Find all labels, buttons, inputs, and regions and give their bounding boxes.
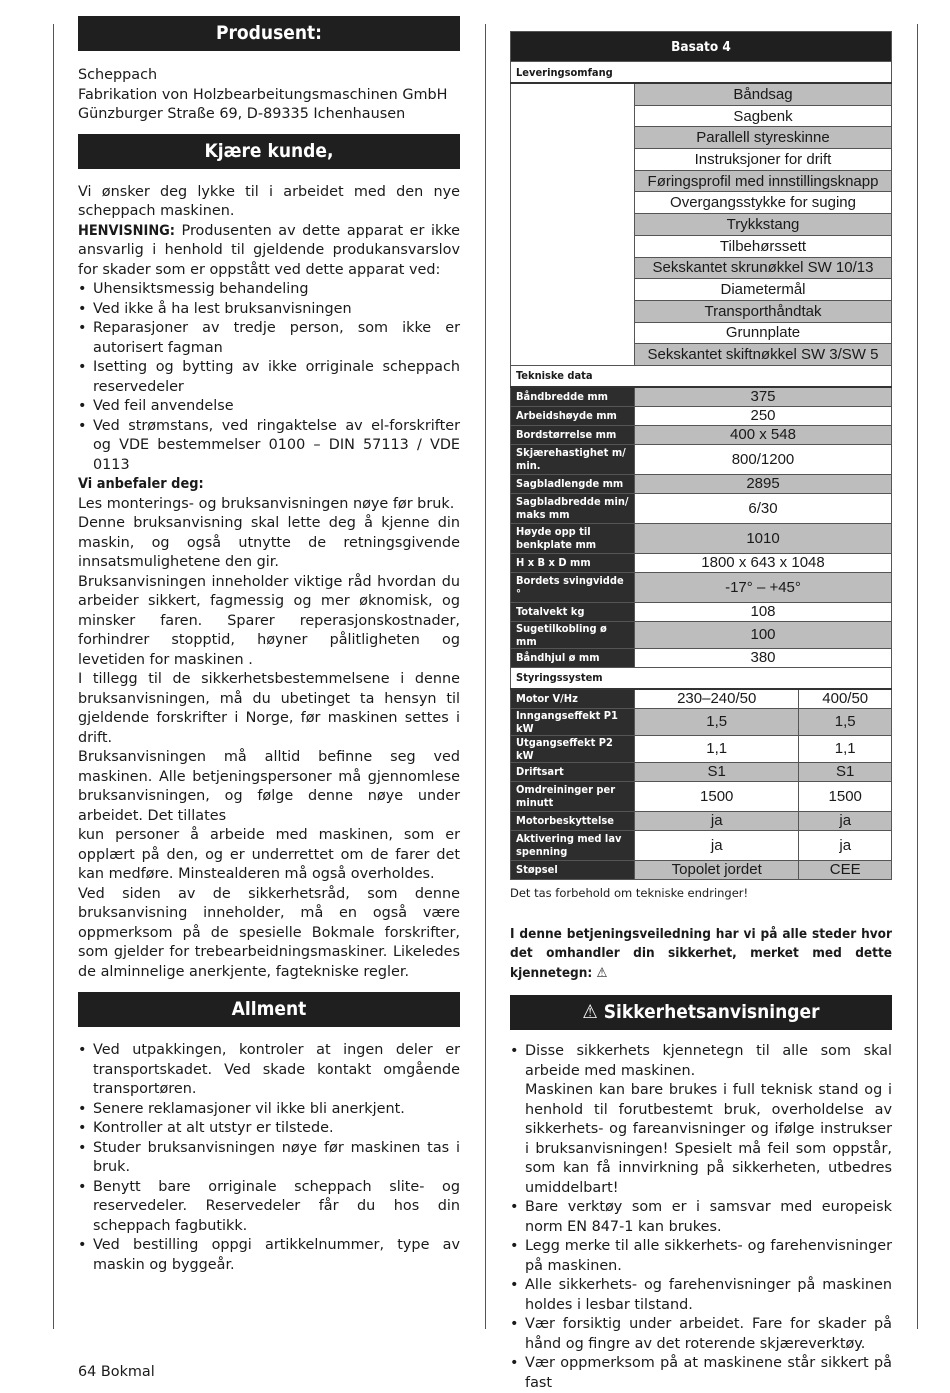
- notice-item: • Uhensiktsmessig behandeling: [78, 280, 460, 300]
- tech-value: 6/30: [635, 493, 892, 523]
- scope-row: [511, 322, 892, 344]
- general-heading: Allment: [78, 992, 460, 1027]
- scope-section-label: Leveringsomfang: [511, 62, 892, 84]
- tech-row: [511, 406, 892, 425]
- control-value-2: 400/50: [799, 689, 892, 709]
- notice-item: • Isetting og bytting av ikke orriginale scheppach reservedeler: [78, 358, 460, 397]
- safety-intro: I denne betjeningsveiledning har vi på alle steder hvor det omhandler din sikkerhet, merket med dette kjennetegn: ⚠: [510, 925, 892, 981]
- change-note: Det tas forbehold om tekniske endringer!: [510, 885, 749, 900]
- scope-row: [511, 279, 892, 301]
- control-label: Driftsart: [511, 762, 635, 781]
- control-label: Utgangseffekt P2 kW: [511, 735, 635, 762]
- tech-row: [511, 474, 892, 493]
- tech-value: 800/1200: [635, 444, 892, 474]
- safety-item: • Vær forsiktig under arbeidet. Fare for skader på hånd og fingre av det roterende skjæreverktøy.: [510, 1315, 892, 1354]
- notice-paragraph: [78, 222, 460, 281]
- scope-item: Sekskantet skrunøkkel SW 10/13: [635, 257, 892, 279]
- scope-blank-cell: [511, 214, 635, 236]
- tech-label: Sugetilkobling ø mm: [511, 621, 635, 648]
- control-label: Aktivering med lav spenning: [511, 830, 635, 860]
- recommend-paragraph: Denne bruksanvisning skal lette deg å kjenne din maskin, og også utnytte de retningsgivende innsatsmulighetene den gir.: [78, 515, 460, 570]
- scope-item: Trykkstang: [635, 214, 892, 236]
- control-value-2: S1: [799, 762, 892, 781]
- tech-value: 1010: [635, 523, 892, 553]
- tech-label: Båndbredde mm: [511, 387, 635, 407]
- control-row: [511, 762, 892, 781]
- tech-row: [511, 387, 892, 407]
- right-column: [510, 31, 892, 1393]
- control-value-2: 1,5: [799, 708, 892, 735]
- safety-heading: ⚠ Sikkerhetsanvisninger: [510, 995, 892, 1030]
- customer-heading: Kjære kunde,: [78, 134, 460, 169]
- scope-item: Diametermål: [635, 279, 892, 301]
- tech-section-label: Tekniske data: [511, 365, 892, 387]
- control-label: Inngangseffekt P1 kW: [511, 708, 635, 735]
- right-margin-rule: [917, 24, 918, 1329]
- control-row: [511, 735, 892, 762]
- notice-item: • Reparasjoner av tredje person, som ikke er autorisert fagman: [78, 319, 460, 358]
- safety-item: • Legg merke til alle sikkerhets- og farehenvisninger på maskinen.: [510, 1237, 892, 1276]
- tech-row: [511, 648, 892, 667]
- general-item: • Kontroller at alt utstyr er tilstede.: [78, 1119, 460, 1139]
- control-section-label: Styringssystem: [511, 667, 892, 689]
- scope-item: Overgangsstykke for suging: [635, 192, 892, 214]
- control-row: [511, 860, 892, 879]
- notice-item: • Ved feil anvendelse: [78, 397, 460, 417]
- safety-item: • Disse sikkerhets kjennetegn til alle som skal arbeide med maskinen. Maskinen kan bare brukes i full teknisk stand og i henhold til forutbestemt bruk, overholdelse av sikkerhets- og fareanvisninger og ifølge instrukser i bruksanvisningen! Spesielt må feil som oppstår, som kan få innvirkning på sikkerheten, utbedres umiddelbart!: [510, 1042, 892, 1198]
- scope-row: [511, 235, 892, 257]
- control-value-2: 1,1: [799, 735, 892, 762]
- control-value-2: ja: [799, 811, 892, 830]
- tech-label: Båndhjul ø mm: [511, 648, 635, 667]
- producer-line: Fabrikation von Holzbearbeitungsmaschinen GmbH: [78, 86, 448, 103]
- notice-label: HENVISNING:: [78, 222, 175, 239]
- scope-row: [511, 83, 892, 105]
- table-title: Basato 4: [511, 32, 892, 62]
- control-value-2: ja: [799, 830, 892, 860]
- scope-item: Sekskantet skiftnøkkel SW 3/SW 5: [635, 344, 892, 366]
- scope-blank-cell: [511, 127, 635, 149]
- tech-label: Skjærehastighet m/ min.: [511, 444, 635, 474]
- scope-item: Føringsprofil med innstillingsknapp: [635, 170, 892, 192]
- scope-item: Transporthåndtak: [635, 300, 892, 322]
- scope-row: [511, 127, 892, 149]
- tech-section: [511, 365, 892, 387]
- producer-line: Scheppach: [78, 67, 158, 83]
- general-item: • Ved utpakkingen, kontroler at ingen deler er transportskadet. Ved skade kontakt omgående transportøren.: [78, 1041, 460, 1100]
- scope-row: [511, 300, 892, 322]
- producer-heading: Produsent:: [78, 16, 460, 51]
- recommend-label: Vi anbefaler deg:: [78, 476, 204, 492]
- notice-item: • Ved strømstans, ved ringaktelse av el-forskrifter og VDE bestemmelser 0100 – DIN 57113 / VDE 0113: [78, 417, 460, 476]
- tech-value: 250: [635, 406, 892, 425]
- tech-label: Høyde opp til benkplate mm: [511, 523, 635, 553]
- control-row: [511, 708, 892, 735]
- control-value-1: 1,1: [635, 735, 799, 762]
- scope-row: [511, 214, 892, 236]
- scope-item: Parallell styreskinne: [635, 127, 892, 149]
- control-label: Omdreininger per minutt: [511, 781, 635, 811]
- notice-text: Produsenten av dette apparat er ikke ansvarlig i henhold til gjeldende produkansvarslov for skader som er oppstått ved dette apparat ved:: [78, 222, 460, 278]
- control-value-1: Topolet jordet: [635, 860, 799, 879]
- control-value-1: ja: [635, 811, 799, 830]
- scope-blank-cell: [511, 235, 635, 257]
- tech-label: H x B x D mm: [511, 553, 635, 572]
- recommend-paragraph: Ved siden av de sikkerhetsråd, som denne bruksanvisning inneholder, må en også være oppmerksom på de spesielle Bokmale forskrifter, som gjelder for trebearbeidningsmaskiner. Likeledes de alminnelige anerkjente, fagtekniske regler.: [78, 885, 460, 980]
- tech-value: 375: [635, 387, 892, 407]
- control-label: Støpsel: [511, 860, 635, 879]
- scope-item: Grunnplate: [635, 322, 892, 344]
- control-row: [511, 811, 892, 830]
- control-row: [511, 689, 892, 709]
- control-value-1: 230–240/50: [635, 689, 799, 709]
- general-item: • Studer bruksanvisningen nøye før maskinen tas i bruk.: [78, 1139, 460, 1178]
- scope-row: [511, 105, 892, 127]
- scope-blank-cell: [511, 257, 635, 279]
- scope-blank-cell: [511, 322, 635, 344]
- tech-label: Sagbladbredde min/ maks mm: [511, 493, 635, 523]
- recommend-paragraph: Les monterings- og bruksanvisningen nøye før bruk.: [78, 495, 455, 512]
- scope-blank-cell: [511, 105, 635, 127]
- control-value-1: 1500: [635, 781, 799, 811]
- scope-row: [511, 149, 892, 171]
- scope-blank-cell: [511, 344, 635, 366]
- scope-row: [511, 344, 892, 366]
- spec-table: [510, 31, 892, 880]
- tech-label: Bordstørrelse mm: [511, 425, 635, 444]
- control-value-1: S1: [635, 762, 799, 781]
- control-label: Motorbeskyttelse: [511, 811, 635, 830]
- tech-value: 380: [635, 648, 892, 667]
- tech-label: Bordets svingvidde °: [511, 572, 635, 602]
- scope-item: Sagbenk: [635, 105, 892, 127]
- scope-row: [511, 192, 892, 214]
- tech-value: 400 x 548: [635, 425, 892, 444]
- tech-row: [511, 602, 892, 621]
- tech-row: [511, 523, 892, 553]
- tech-value: 2895: [635, 474, 892, 493]
- control-value-2: CEE: [799, 860, 892, 879]
- left-margin-rule: [53, 24, 54, 1329]
- page-footer: 64 Bokmal: [78, 1364, 155, 1380]
- tech-value: 1800 x 643 x 1048: [635, 553, 892, 572]
- tech-row: [511, 444, 892, 474]
- control-value-1: 1,5: [635, 708, 799, 735]
- tech-row: [511, 621, 892, 648]
- tech-value: 100: [635, 621, 892, 648]
- control-row: [511, 830, 892, 860]
- recommend-paragraph: Bruksanvisningen må alltid befinne seg ved maskinen. Alle betjeningspersoner må gjennomlese bruksanvisningen, og følge denne nøye under arbeidet. Det tillates: [78, 749, 460, 824]
- safety-item: • Alle sikkerhets- og farehenvisninger på maskinen holdes i lesbar tilstand.: [510, 1276, 892, 1315]
- control-value-2: 1500: [799, 781, 892, 811]
- scope-row: [511, 257, 892, 279]
- scope-blank-cell: [511, 149, 635, 171]
- tech-label: Sagbladlengde mm: [511, 474, 635, 493]
- tech-value: 108: [635, 602, 892, 621]
- scope-item: Instruksjoner for drift: [635, 149, 892, 171]
- tech-label: Arbeidshøyde mm: [511, 406, 635, 425]
- tech-row: [511, 553, 892, 572]
- control-label: Motor V/Hz: [511, 689, 635, 709]
- tech-value: -17° – +45°: [635, 572, 892, 602]
- scope-row: [511, 170, 892, 192]
- scope-item: Tilbehørssett: [635, 235, 892, 257]
- tech-label: Totalvekt kg: [511, 602, 635, 621]
- notice-item: • Ved ikke å ha lest bruksanvisningen: [78, 300, 460, 320]
- safety-item: • Vær oppmerksom på at maskinene står sikkert på fast: [510, 1354, 892, 1393]
- recommend-paragraph: Bruksanvisningen inneholder viktige råd hvordan du arbeider sikkert, fagmessig og mer øknomisk, og minsker faren. Sparer reperasjonskostnader, forhindrer stopptid, høyner pålitligheten og levetiden for maskinen .: [78, 573, 460, 668]
- scope-blank-cell: [511, 279, 635, 301]
- left-column: [78, 16, 460, 1275]
- column-divider-rule: [485, 24, 486, 1329]
- wish-text: Vi ønsker deg lykke til i arbeidet med den nye scheppach maskinen.: [78, 183, 460, 219]
- general-item: • Benytt bare orriginale scheppach slite- og reservedeler. Reservedeler får du hos din scheppach fagbutikk.: [78, 1178, 460, 1237]
- tech-row: [511, 572, 892, 602]
- scope-item: Båndsag: [635, 83, 892, 105]
- scope-blank-cell: [511, 300, 635, 322]
- scope-blank-cell: [511, 192, 635, 214]
- general-item: • Ved bestilling oppgi artikkelnummer, type av maskin og byggeår.: [78, 1236, 460, 1275]
- general-item: • Senere reklamasjoner vil ikke bli anerkjent.: [78, 1100, 460, 1120]
- scope-blank-cell: [511, 170, 635, 192]
- tech-row: [511, 493, 892, 523]
- control-value-1: ja: [635, 830, 799, 860]
- scope-blank-cell: [511, 83, 635, 105]
- control-section: [511, 667, 892, 689]
- producer-line: Günzburger Straße 69, D-89335 Ichenhausen: [78, 106, 406, 122]
- tech-row: [511, 425, 892, 444]
- safety-item: • Bare verktøy som er i samsvar med europeisk norm EN 847-1 kan brukes.: [510, 1198, 892, 1237]
- recommend-paragraph: I tillegg til de sikkerhetsbestemmelsene i denne bruksanvisningen, må du ubetinget ta hensyn til gjeldende forskrifter i Norge, før maskinen settes i drift.: [78, 671, 460, 746]
- control-row: [511, 781, 892, 811]
- recommend-paragraph: kun personer å arbeide med maskinen, som er opplært på den, og er underrettet om de farer det kan medføre. Minstealderen må også overholdes.: [78, 827, 460, 882]
